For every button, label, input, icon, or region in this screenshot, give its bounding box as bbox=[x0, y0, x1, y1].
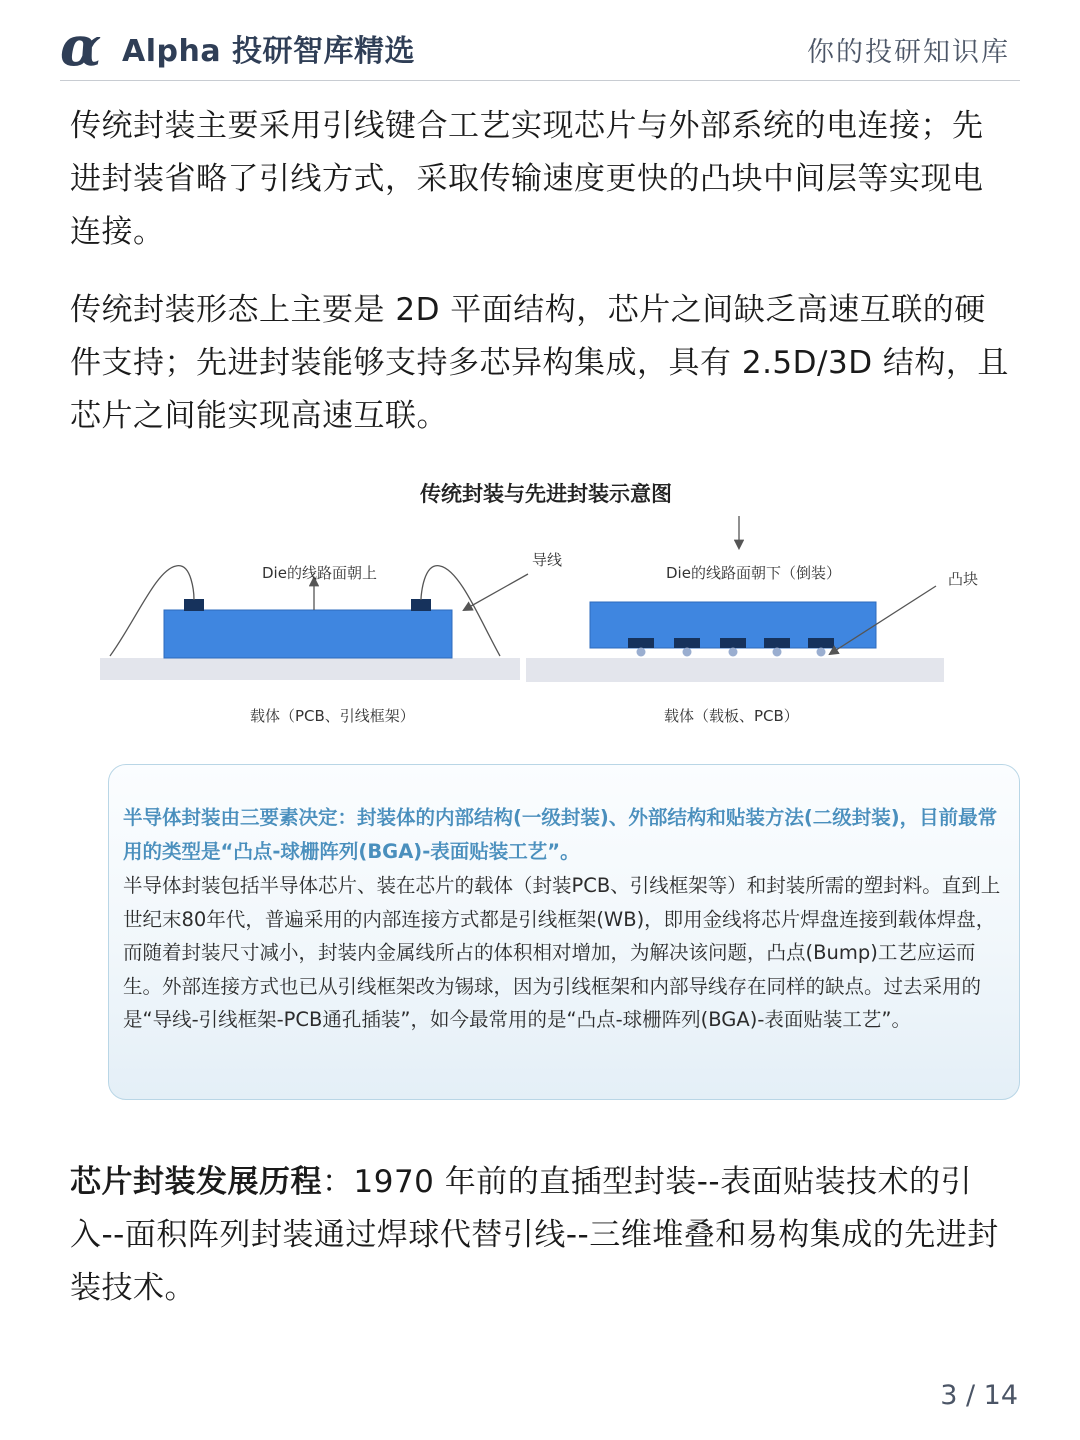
left-pad-1 bbox=[184, 599, 204, 611]
history-heading: 芯片封装发展历程 bbox=[70, 1164, 322, 1200]
left-carrier-label: 载体（PCB、引线框架） bbox=[250, 707, 415, 725]
info-box-highlight: 半导体封装由三要素决定：封装体的内部结构(一级封装)、外部结构和贴装方法(二级封装)，目前最常用的类型是“凸点-球栅阵列(BGA)-表面贴装工艺”。 bbox=[123, 806, 998, 863]
bump bbox=[773, 648, 782, 657]
diagram-title: 传统封装与先进封装示意图 bbox=[420, 482, 672, 506]
alpha-logo-icon: α bbox=[60, 14, 102, 78]
bump-pad bbox=[628, 638, 654, 648]
left-pad-2 bbox=[411, 599, 431, 611]
left-die-label: Die的线路面朝上 bbox=[262, 564, 377, 582]
bump bbox=[637, 648, 646, 657]
bump-pad bbox=[808, 638, 834, 648]
bump-pad bbox=[674, 638, 700, 648]
bump bbox=[817, 648, 826, 657]
history-text: ：1970 年前的直插型封装--表面贴装技术的引入--面积阵列封装通过焊球代替引线--三维堆叠和易构集成的先进封装技术。 bbox=[70, 1164, 999, 1306]
page-header bbox=[60, 14, 1020, 81]
page-number: 3 / 14 bbox=[940, 1380, 1018, 1411]
left-die bbox=[164, 610, 452, 658]
diagram-svg bbox=[96, 470, 1030, 750]
left-substrate bbox=[100, 658, 520, 680]
wire-pointer bbox=[464, 574, 528, 610]
right-carrier-label: 载体（载板、PCB） bbox=[664, 707, 799, 725]
bump-pad bbox=[764, 638, 790, 648]
info-box-body: 半导体封装包括半导体芯片、装在芯片的载体（封装PCB、引线框架等）和封装所需的塑封料。直到上世纪末80年代，普遍采用的内部连接方式都是引线框架(WB)，即用金线将芯片焊盘连接到载体焊盘，而随着封装尺寸减小，封装内金属线所占的体积相对增加，为解决该问题，凸点(Bump)工艺应运而生。外部连接方式也已从引线框架改为锡球，因为引线框架和内部导线存在同样的缺点。过去采用的是“导线-引线框架-PCB通孔插装”，如今最常用的是“凸点-球栅阵列(BGA)-表面贴装工艺”。 bbox=[123, 874, 1001, 1031]
bump-label: 凸块 bbox=[948, 570, 979, 588]
paragraph-structure: 传统封装形态上主要是 2D 平面结构，芯片之间缺乏高速互联的硬件支持；先进封装能够支持多芯异构集成，具有 2.5D/3D 结构，且芯片之间能实现高速互联。 bbox=[70, 292, 1009, 434]
tagline: 你的投研知识库 bbox=[807, 37, 1010, 68]
info-box bbox=[108, 764, 1020, 1100]
paragraph-wire-bonding: 传统封装主要采用引线键合工艺实现芯片与外部系统的电连接；先进封装省略了引线方式，采取传输速度更快的凸块中间层等实现电连接。 bbox=[70, 108, 984, 250]
right-die-label: Die的线路面朝下（倒装） bbox=[666, 564, 841, 582]
brand-name: Alpha 投研智库精选 bbox=[122, 34, 416, 69]
bump-pad bbox=[720, 638, 746, 648]
right-substrate bbox=[526, 658, 944, 682]
bump bbox=[683, 648, 692, 657]
bump bbox=[729, 648, 738, 657]
paragraph-history bbox=[70, 1156, 1010, 1315]
wire-label: 导线 bbox=[532, 551, 563, 569]
packaging-diagram bbox=[96, 470, 1030, 750]
